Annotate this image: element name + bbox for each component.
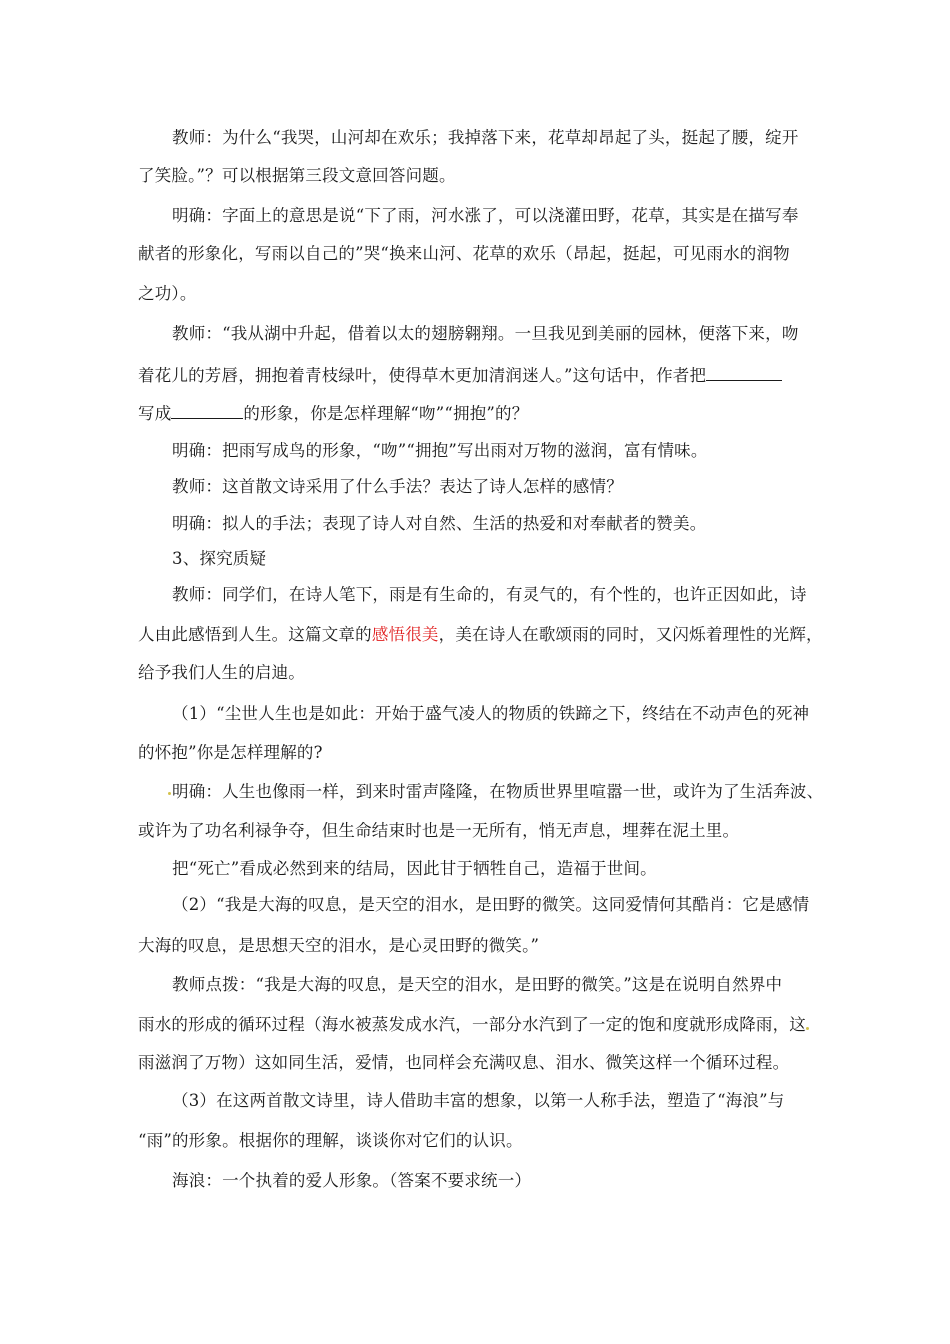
section-heading: 3、探究质疑 xyxy=(172,549,267,568)
highlighted-text: 感悟很美 xyxy=(371,625,439,644)
fill-in-blank[interactable] xyxy=(171,402,243,419)
paragraph-line: 雨水的形成的循环过程（海水被蒸发成水汽，一部分水汽到了一定的饱和度就形成降雨，这 xyxy=(138,1015,806,1034)
paragraph-line: 明确：把雨写成鸟的形象，“吻”“拥抱”写出雨对万物的滋润，富有情味。 xyxy=(172,441,708,460)
line-text: 人由此感悟到人生。这篇文章的 xyxy=(138,625,372,644)
paragraph-line: 教师点拨：“我是大海的叹息，是天空的泪水，是田野的微笑。”这是在说明自然界中 xyxy=(172,975,783,994)
paragraph-line: 的怀抱”你是怎样理解的? xyxy=(138,743,323,762)
paragraph-line: 教师：同学们，在诗人笔下，雨是有生命的，有灵气的，有个性的，也许正因如此，诗 xyxy=(172,585,807,604)
paragraph-line: 献者的形象化，写雨以自己的”哭“换来山河、花草的欢乐（昂起，挺起，可见雨水的润物 xyxy=(138,244,790,263)
paragraph-line: 教师：“我从湖中升起，借着以太的翅膀翱翔。一旦我见到美丽的园林，便落下来，吻 xyxy=(172,324,799,343)
paragraph-line: 教师：为什么“我哭，山河却在欢乐；我掉落下来，花草却昂起了头，挺起了腰，绽开 xyxy=(172,128,799,147)
line-text: 写成 xyxy=(138,404,172,423)
artifact-dot xyxy=(806,1027,809,1030)
paragraph-line: 明确：拟人的手法；表现了诗人对自然、生活的热爱和对奉献者的赞美。 xyxy=(172,514,707,533)
paragraph-line: 或许为了功名利禄争夺，但生命结束时也是一无所有，悄无声息，埋葬在泥土里。 xyxy=(138,821,740,840)
line-text: 的形象，你是怎样理解“吻”“拥抱”的？ xyxy=(243,404,529,423)
paragraph-line: 大海的叹息，是思想天空的泪水，是心灵田野的微笑。” xyxy=(138,936,540,955)
paragraph-line: 明确：人生也像雨一样，到来时雷声隆隆，在物质世界里喧嚣一世，或许为了生活奔波、 xyxy=(172,782,824,801)
paragraph-line xyxy=(138,624,823,646)
paragraph-line xyxy=(138,364,782,387)
paragraph-line xyxy=(138,402,528,425)
paragraph-line: 明确：字面上的意思是说“下了雨，河水涨了，可以浇灌田野，花草，其实是在描写奉 xyxy=(172,206,799,225)
line-text: 着花儿的芳唇，拥抱着青枝绿叶，使得草木更加清润迷人。”这句话中，作者把 xyxy=(138,366,707,385)
paragraph-line: （3）在这两首散文诗里，诗人借助丰富的想象，以第一人称手法，塑造了“海浪”与 xyxy=(172,1091,785,1110)
paragraph-line: 海浪：一个执着的爱人形象。（答案不要求统一） xyxy=(172,1171,532,1190)
paragraph-line: 了笑脸。”？可以根据第三段文意回答问题。 xyxy=(138,166,456,185)
paragraph-line: （1）“尘世人生也是如此：开始于盛气凌人的物质的铁蹄之下，终结在不动声色的死神 xyxy=(172,704,810,723)
paragraph-line: （2）“我是大海的叹息，是天空的泪水，是田野的微笑。这同爱情何其酷肖：它是感情 xyxy=(172,895,810,914)
line-text: ，美在诗人在歌颂雨的同时，又闪烁着理性的光辉， xyxy=(438,625,823,644)
paragraph-line: 雨滋润了万物）这如同生活，爱情，也同样会充满叹息、泪水、微笑这样一个循环过程。 xyxy=(138,1053,790,1072)
paragraph-line: 之功）。 xyxy=(138,284,197,303)
artifact-dot xyxy=(168,792,171,795)
paragraph-line: 教师：这首散文诗采用了什么手法？表达了诗人怎样的感情？ xyxy=(172,477,623,496)
paragraph-line: 把“死亡”看成必然到来的结局，因此甘于牺牲自己，造福于世间。 xyxy=(172,859,657,878)
fill-in-blank[interactable] xyxy=(706,364,782,381)
paragraph-line: 给予我们人生的启迪。 xyxy=(138,663,305,682)
paragraph-line: “雨”的形象。根据你的理解，谈谈你对它们的认识。 xyxy=(138,1131,523,1150)
